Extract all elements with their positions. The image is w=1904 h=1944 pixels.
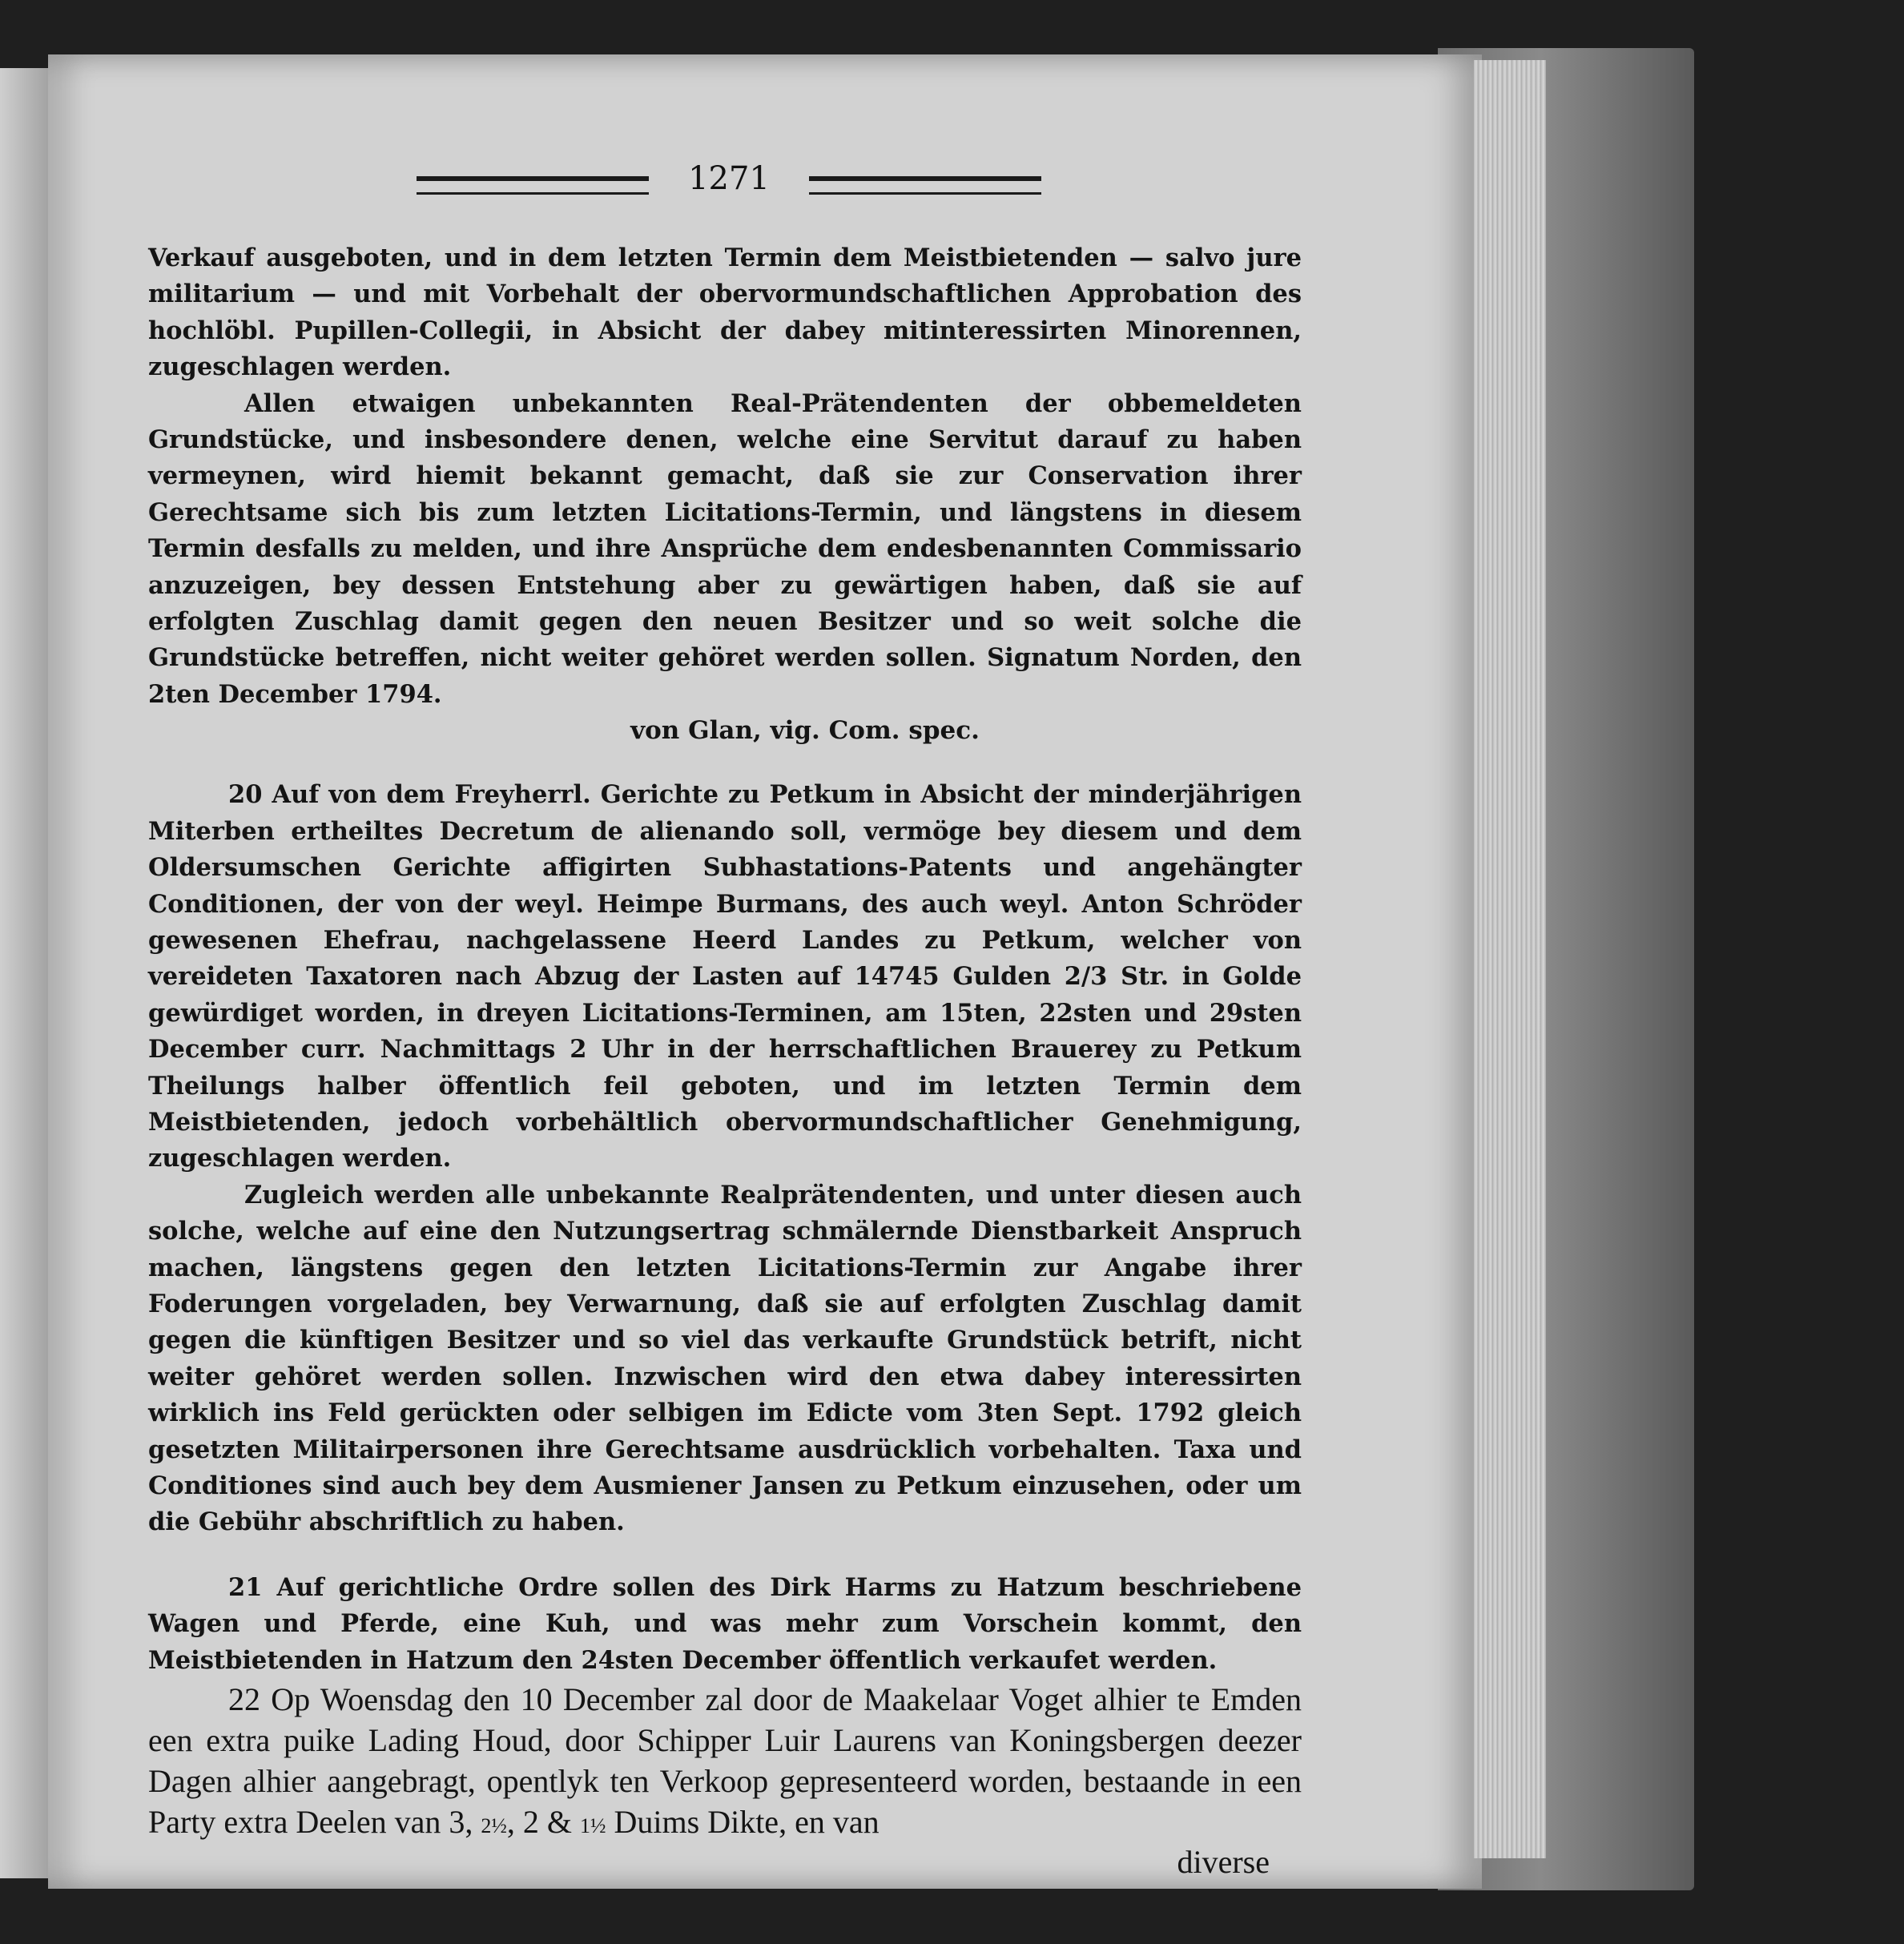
item-22-part-2: , 2 & <box>506 1804 581 1841</box>
page-header <box>417 160 1041 208</box>
signature: von Glan, vig. Com. spec. <box>630 716 980 746</box>
paragraph-notice: Allen etwaigen unbekannten Real-Prätendenten der obbemeldeten Grundstücke, und insbesondere denen, welche eine Servitut darauf zu haben vermeynen, wird hiemit bekannt gemacht, daß sie zur Conservation ihrer Gerechtsame sich bis zum letzten Licitations-Termin, und längstens in diesem Termin desfalls zu melden, und ihre Ansprüche dem endesbenannten Commissario anzuzeigen, bey dessen Entstehung aber zu gewärtigen haben, daß sie auf erfolgten Zuschlag damit gegen den neuen Besitzer und so weit solche die Grundstücke betreffen, nicht weiter gehöret werden sollen. Signatum Norden, den 2ten December 1794. <box>148 388 1302 709</box>
header-rule-right <box>809 176 1041 195</box>
page-edges <box>1474 60 1546 1858</box>
paragraph-intro: Verkauf ausgeboten, und in dem letzten Termin dem Meistbietenden — salvo jure militarium — und mit Vorbehalt der obervormundschaftlichen Approbation des hochlöbl. Pupillen-Collegii, in Absicht der dabey mitinteressirten Minorennen, zugeschlagen werden. <box>148 244 1302 382</box>
item-20-notice: Zugleich werden alle unbekannte Realprätendenten, und unter diesen auch solche, welche auf eine den Nutzungsertrag schmälernde Dienstbarkeit Anspruch machen, längstens gegen den letzten Licitations-Termin zur Angabe ihrer Foderungen vorgeladen, bey Verwarnung, daß sie auf erfolgten Zuschlag damit gegen die künftigen Besitzer und so viel das verkaufte Grundstück betrift, nicht weiter gehöret werden sollen. Inzwischen wird den etwa dabey interessirten wirklich ins Feld gerückten oder selbigen im Edicte vom 3ten Sept. 1792 gleich gesetzten Militairpersonen ihre Gerechtsame ausdrücklich vorbehalten. Taxa und Conditiones sind auch bey dem Ausmiener Jansen zu Petkum einzusehen, oder um die Gebühr abschriftlich zu haben. <box>148 1180 1302 1537</box>
item-20-text: 20 Auf von dem Freyherrl. Gerichte zu Petkum in Absicht der minderjährigen Miterben ertheiltes Decretum de alienando soll, vermöge bey diesem und dem Oldersumschen Gerichte affigirten Subhastations-Patents und angehängter Conditionen, der von der weyl. Heimpe Burmans, des auch weyl. Anton Schröder gewesenen Ehefrau, nachgelassene Heerd Landes zu Petkum, welcher von vereideten Taxatoren nach Abzug der Lasten auf 14745 Gulden 2/3 Str. in Golde gewürdiget worden, in dreyen Licitations-Terminen, am 15ten, 22sten und 29sten December curr. Nachmittags 2 Uhr in der herrschaftlichen Brauerey zu Petkum Theilungs halber öffentlich feil geboten, und im letzten Termin dem Meistbietenden, jedoch vorbehältlich obervormundschaftlicher Genehmigung, zugeschlagen werden. <box>148 780 1302 1173</box>
header-rule-left <box>417 176 649 195</box>
item-22-text <box>148 1679 1302 1846</box>
page-number: 1271 <box>688 160 770 197</box>
catchword: diverse <box>1177 1844 1270 1881</box>
item-22-fraction-2: 1½ <box>580 1814 606 1838</box>
item-22-part-3: Duims Dikte, en van <box>606 1804 880 1841</box>
item-22-fraction-1: 2½ <box>481 1814 507 1838</box>
page-text <box>148 240 1302 1881</box>
item-22-part-1: 22 Op Woensdag den 10 December zal door de Maakelaar Voget alhier te Emden een extra puike Lading Houd, door Schipper Luir Laurens van Koningsbergen deezer Dagen alhier aangebragt, opentlyk ten Verkoop gepresenteerd worden, bestaande in een Party extra Deelen van 3, <box>148 1681 1302 1841</box>
previous-page-edge <box>0 68 48 1878</box>
item-21-text: 21 Auf gerichtliche Ordre sollen des Dirk Harms zu Hatzum beschriebene Wagen und Pferde, eine Kuh, und was mehr zum Vorschein kommt, den Meistbietenden in Hatzum den 24sten December öffentlich verkaufet werden. <box>148 1572 1302 1675</box>
